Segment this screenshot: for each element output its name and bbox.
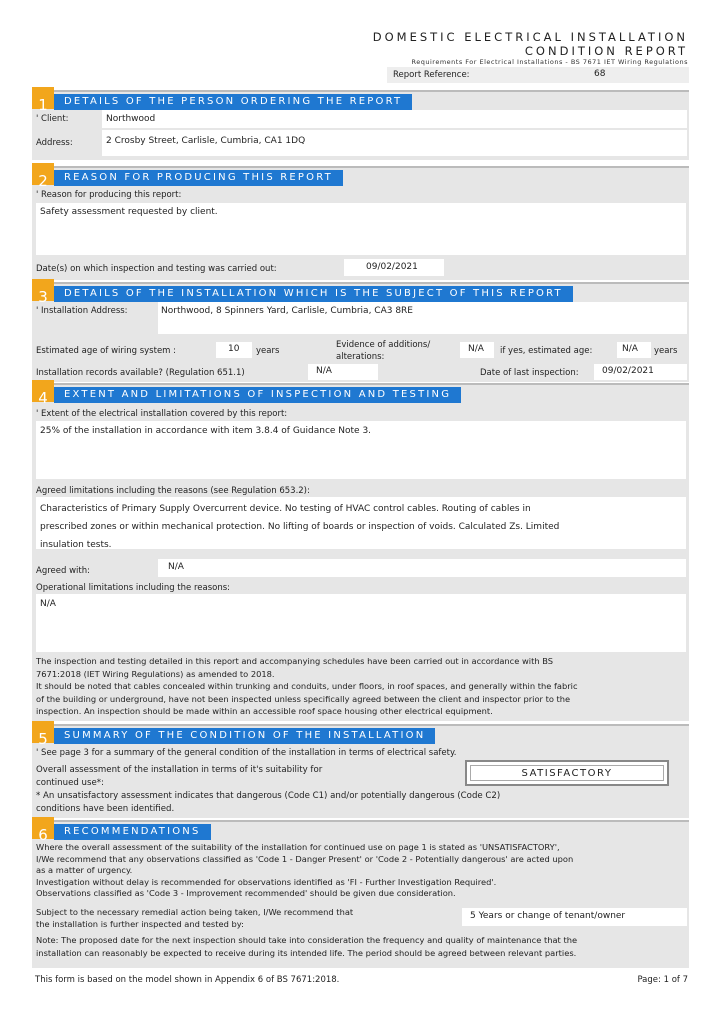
further-inspection-field[interactable]	[462, 908, 687, 926]
report-reference-value[interactable]: 68	[594, 69, 606, 79]
extent-label: ' Extent of the electrical installation covered by this report:	[36, 409, 288, 419]
report-reference-box	[387, 67, 689, 83]
recommendations-text: Where the overall assessment of the suitability of the installation for continued use on page 1 is stated as 'UNSATISFACTORY', I/We recommend that any observations classified as 'Code 1 - Danger Present' or 'Code 2 - Potentially dangerous' are acted upon as a matter of urgency. Investigation without delay is recommended for observations identified as 'FI - Further Investigation Required'. Observations classified as 'Code 3 - Improvement recommended' should be given due consideration.	[36, 842, 574, 898]
operational-limitations-value: N/A	[40, 599, 56, 609]
section-1-number: 1	[32, 91, 54, 113]
section-5-header	[32, 728, 435, 748]
section-reason	[32, 166, 689, 280]
section-1-header	[32, 94, 412, 114]
further-inspection-value: 5 Years or change of tenant/owner	[470, 911, 626, 921]
ifyes-value: N/A	[622, 344, 638, 354]
section-2-header	[32, 170, 343, 190]
evidence-label-2: alterations:	[336, 352, 385, 362]
ifyes-field[interactable]	[617, 342, 651, 358]
section-recommendations	[32, 820, 689, 968]
agreed-with-label: Agreed with:	[36, 566, 90, 576]
report-title-line1: DOMESTIC ELECTRICAL INSTALLATION	[372, 30, 688, 44]
evidence-value: N/A	[468, 344, 484, 354]
section-installation-details	[32, 282, 689, 382]
overall-assessment-value: SATISFACTORY	[470, 765, 664, 781]
section-4-header	[32, 387, 461, 407]
section-4-number: 4	[32, 384, 54, 406]
section-6-title: RECOMMENDATIONS	[54, 824, 211, 840]
wiring-age-value: 10	[228, 344, 240, 354]
wiring-age-field[interactable]	[216, 342, 252, 358]
report-title-line2: CONDITION REPORT	[524, 44, 688, 58]
see-page-note: ' See page 3 for a summary of the general condition of the installation in terms of electrical safety.	[36, 748, 457, 758]
installation-address-field[interactable]	[158, 302, 687, 334]
report-reference-label: Report Reference:	[393, 70, 470, 80]
section-extent-limitations	[32, 383, 689, 721]
reason-label: ' Reason for producing this report:	[36, 190, 182, 200]
evidence-field[interactable]	[460, 342, 494, 358]
page-number: Page: 1 of 7	[637, 975, 688, 985]
further-inspection-label: Subject to the necessary remedial action being taken, I/We recommend that the installation is further inspected and tested by:	[36, 907, 354, 929]
extent-field[interactable]	[36, 421, 686, 479]
evidence-label-1: Evidence of additions/	[336, 340, 431, 350]
last-inspection-value: 09/02/2021	[602, 366, 654, 376]
section-6-number: 6	[32, 821, 54, 843]
client-label: ' Client:	[36, 114, 69, 124]
installation-address-value: Northwood, 8 Spinners Yard, Carlisle, Cumbria, CA3 8RE	[161, 306, 413, 316]
agreed-with-value: N/A	[168, 562, 184, 572]
installation-address-label: ' Installation Address:	[36, 306, 128, 316]
section-5-title: SUMMARY OF THE CONDITION OF THE INSTALLATION	[54, 728, 435, 744]
last-inspection-label: Date of last inspection:	[480, 368, 579, 378]
section-3-title: DETAILS OF THE INSTALLATION WHICH IS THE SUBJECT OF THIS REPORT	[54, 286, 573, 302]
overall-assessment-result[interactable]	[465, 760, 669, 786]
reason-value: Safety assessment requested by client.	[40, 207, 218, 217]
ifyes-label: if yes, estimated age:	[500, 346, 593, 356]
agreed-limitations-value: Characteristics of Primary Supply Overcurrent device. No testing of HVAC control cables. Routing of cables in prescribed zones or within mechanical protection. No lifting of boards or inspection of voids. Calculated Zs. Limited insulation tests.	[40, 504, 560, 550]
client-field[interactable]	[102, 110, 687, 128]
section-6-header	[32, 824, 211, 844]
inspection-dates-label: Date(s) on which inspection and testing was carried out:	[36, 264, 277, 274]
unsatisfactory-note: * An unsatisfactory assessment indicates that dangerous (Code C1) and/or potentially dangerous (Code C2) conditions have been identified.	[36, 791, 501, 814]
inspection-note: The inspection and testing detailed in this report and accompanying schedules have been carried out in accordance with BS 7671:2018 (IET Wiring Regulations) as amended to 2018. It should be noted that cables concealed within trunking and conduits, under floors, in roof spaces, and generally within the fabric of the building or underground, have not been inspected unless specifically agreed between the client and inspector prior to the inspection. An inspection should be made within an accessible roof space housing other electrical equipment.	[36, 656, 578, 716]
ifyes-unit: years	[654, 346, 678, 356]
section-3-header	[32, 286, 573, 306]
wiring-age-unit: years	[256, 346, 280, 356]
address-label: Address:	[36, 138, 73, 148]
footer-basis-note: This form is based on the model shown in Appendix 6 of BS 7671:2018.	[35, 975, 340, 985]
agreed-limitations-field[interactable]	[36, 497, 686, 549]
client-value: Northwood	[106, 114, 156, 124]
inspection-dates-field[interactable]	[344, 259, 444, 276]
records-label: Installation records available? (Regulation 651.1)	[36, 368, 245, 378]
section-person-ordering	[32, 90, 689, 160]
section-5-number: 5	[32, 725, 54, 747]
last-inspection-field[interactable]	[594, 364, 687, 380]
agreed-limitations-label: Agreed limitations including the reasons (see Regulation 653.2):	[36, 486, 310, 496]
agreed-with-field[interactable]	[158, 559, 686, 577]
section-3-number: 3	[32, 283, 54, 305]
reason-field[interactable]	[36, 203, 686, 255]
next-inspection-note: Note: The proposed date for the next inspection should take into consideration the frequency and quality of maintenance that the installation can reasonably be expected to receive during its intended life. The period should be agreed between relevant parties.	[36, 935, 578, 958]
operational-limitations-label: Operational limitations including the reasons:	[36, 583, 231, 593]
section-4-title: EXTENT AND LIMITATIONS OF INSPECTION AND TESTING	[54, 387, 461, 403]
requirements-line: Requirements For Electrical Installations - BS 7671 IET Wiring Regulations	[411, 58, 688, 66]
section-2-number: 2	[32, 167, 54, 189]
overall-assessment-label: Overall assessment of the installation in terms of it's suitability for continued use*:	[36, 765, 323, 788]
wiring-age-label: Estimated age of wiring system :	[36, 346, 177, 356]
address-value: 2 Crosby Street, Carlisle, Cumbria, CA1 1DQ	[106, 136, 306, 146]
extent-value: 25% of the installation in accordance with item 3.8.4 of Guidance Note 3.	[40, 426, 372, 436]
records-field[interactable]	[308, 364, 378, 380]
section-1-title: DETAILS OF THE PERSON ORDERING THE REPORT	[54, 94, 412, 110]
section-2-title: REASON FOR PRODUCING THIS REPORT	[54, 170, 343, 186]
operational-limitations-field[interactable]	[36, 594, 686, 652]
records-value: N/A	[316, 366, 332, 376]
address-field[interactable]	[102, 130, 687, 156]
inspection-dates-value: 09/02/2021	[366, 262, 418, 272]
